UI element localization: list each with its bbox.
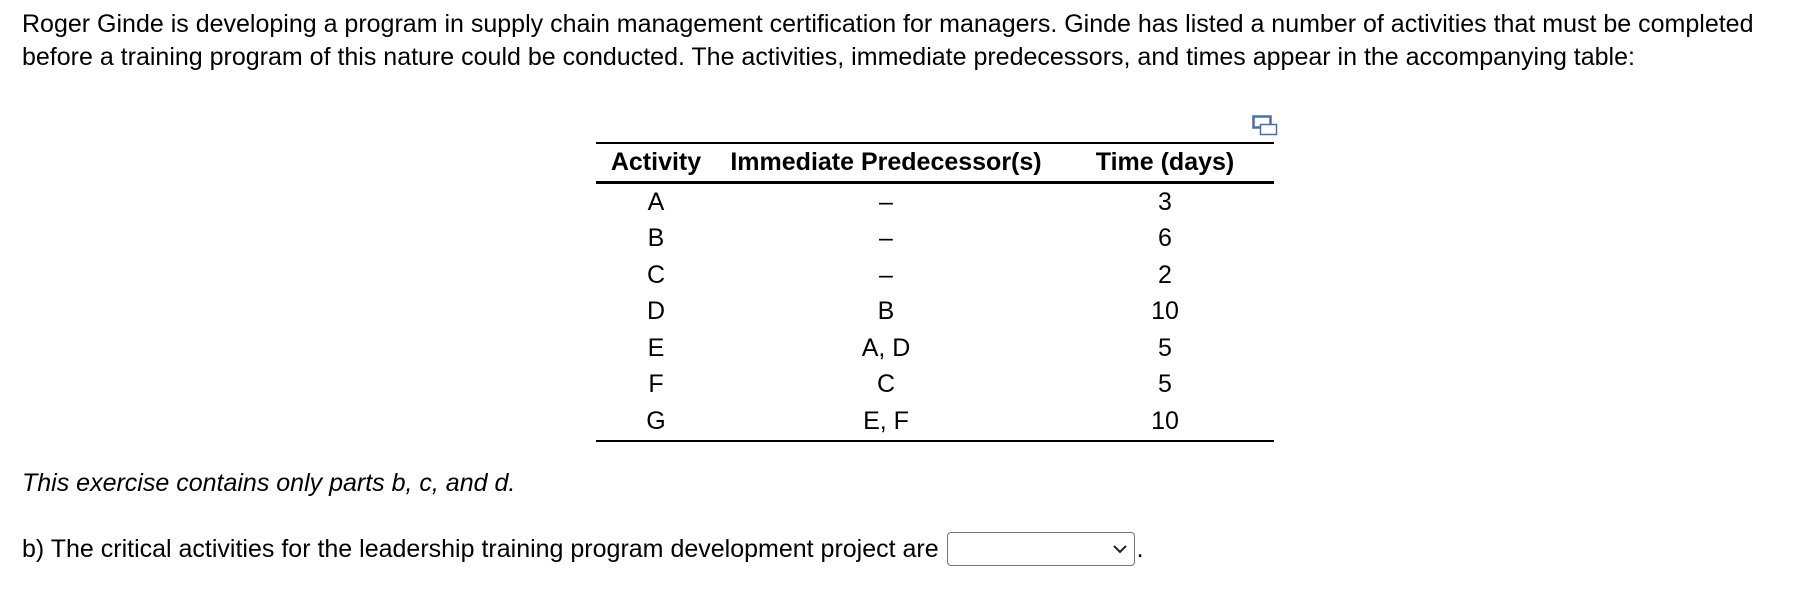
table-row <box>596 221 1274 258</box>
cell-activity: E <box>647 333 665 362</box>
cell-activity: G <box>646 406 666 435</box>
cell-predecessors: – <box>879 260 893 289</box>
header-predecessors: Immediate Predecessor(s) <box>730 148 1042 176</box>
header-time: Time (days) <box>1095 148 1235 176</box>
header-activity: Activity <box>610 148 702 176</box>
cell-predecessors: B <box>877 297 895 326</box>
chevron-down-icon <box>1112 542 1128 556</box>
cell-predecessors: – <box>879 187 893 216</box>
question-b-period: . <box>1136 535 1144 563</box>
table-row <box>596 183 1274 221</box>
cell-predecessors: A, D <box>861 333 911 362</box>
activity-table-container <box>596 142 1274 442</box>
cell-predecessors: – <box>879 224 893 253</box>
cell-time: 2 <box>1158 260 1172 289</box>
question-b-text: b) The critical activities for the leadership training program development project are <box>22 535 939 563</box>
cell-predecessors: C <box>876 370 896 399</box>
activity-table <box>596 142 1274 442</box>
cell-time: 5 <box>1158 370 1172 399</box>
copy-table-icon[interactable] <box>1252 115 1278 137</box>
cell-activity: C <box>646 260 666 289</box>
critical-activities-dropdown[interactable] <box>947 532 1135 566</box>
table-row <box>596 330 1274 367</box>
problem-statement: Roger Ginde is developing a program in supply chain management certification for managers. Ginde has listed a number of activities that must be completed before a training program of this nature could be conducted. The activities, immediate predecessors, and times appear in the accompanying table: <box>22 10 1754 71</box>
cell-time: 10 <box>1151 297 1179 326</box>
cell-activity: D <box>646 297 666 326</box>
table-row <box>596 403 1274 441</box>
exercise-note: This exercise contains only parts b, c, and d. <box>22 469 516 497</box>
cell-activity: F <box>648 370 664 399</box>
cell-time: 6 <box>1158 224 1172 253</box>
cell-activity: A <box>647 187 665 216</box>
cell-time: 3 <box>1158 187 1172 216</box>
table-row <box>596 294 1274 331</box>
cell-time: 10 <box>1151 406 1179 435</box>
cell-time: 5 <box>1158 333 1172 362</box>
question-b <box>22 530 1144 568</box>
cell-activity: B <box>647 224 665 253</box>
cell-predecessors: E, F <box>863 406 909 435</box>
table-row <box>596 367 1274 404</box>
table-row <box>596 257 1274 294</box>
table-header-row <box>596 143 1274 183</box>
